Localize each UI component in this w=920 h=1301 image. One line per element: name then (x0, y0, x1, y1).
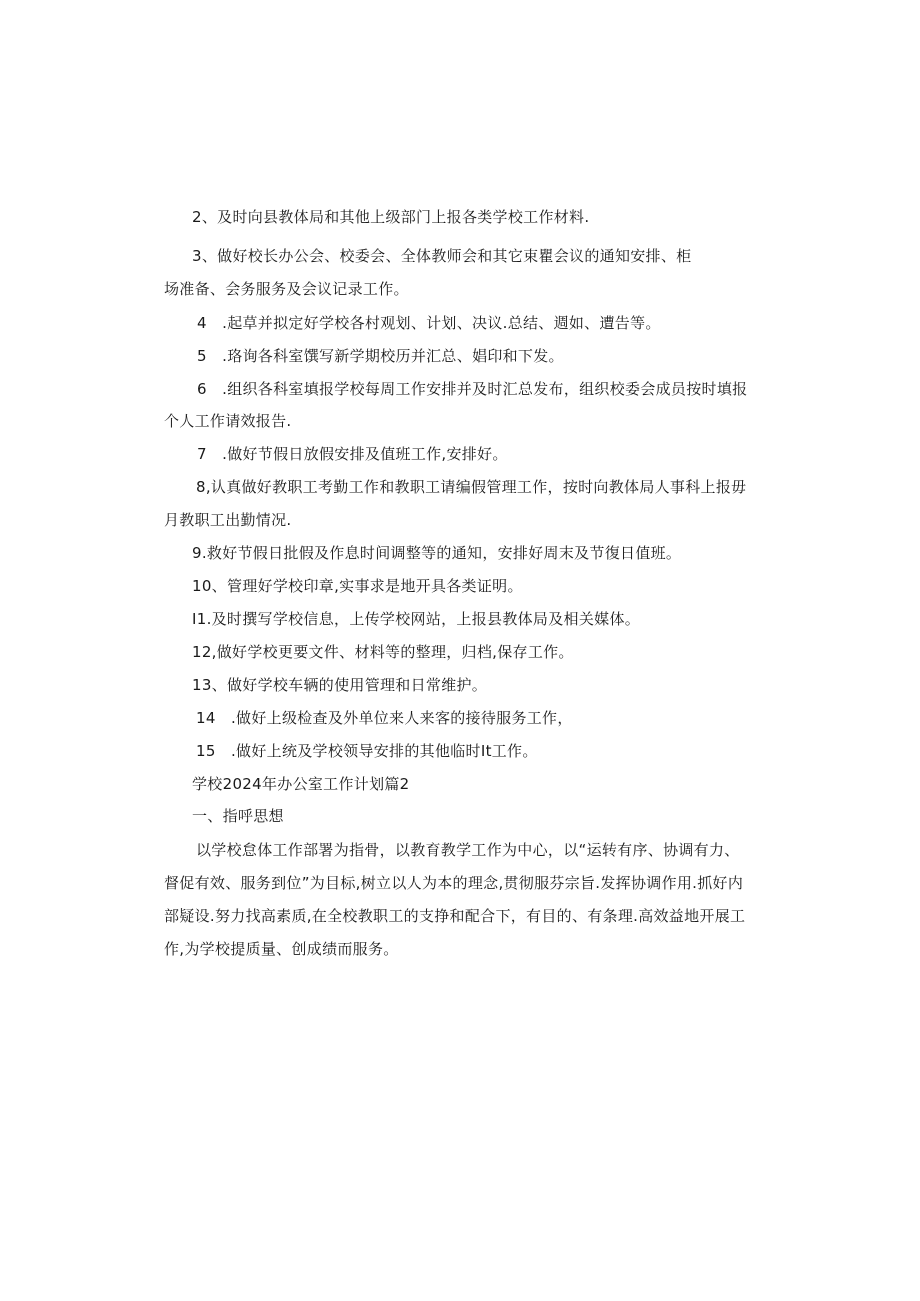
item-9: 9.救好节假日批假及作息时间调整等的通知，安排好周末及节復日值班。 (192, 544, 682, 562)
section-heading: 一、指呼思想 (192, 807, 284, 825)
item-2: 2、及时向县教体局和其他上级部门上报各类学校工作材料. (192, 208, 590, 226)
section-title: 学校2024年办公室工作计划篇2 (192, 775, 410, 793)
item-10: 10、管理好学校印章,实事求是地开具各类证明。 (192, 577, 523, 595)
item-4: 4 .起草并拟定好学校各村观划、计划、决议.总结、週如、遭告等。 (197, 314, 661, 332)
paragraph-line-2: 督促有效、服务到位”为目标,树立以人为本的理念,贯彻服芬宗旨.发挥协调作用.抓好内 (164, 874, 744, 892)
item-6-line-1: 6 .组织各科室填报学校每周工作安排并及时汇总发布，组织校委会成员按时填报 (197, 380, 748, 398)
item-3-line-2: 场准备、会务服务及会议记录工作。 (164, 280, 409, 298)
item-6-line-2: 个人工作请效报告. (164, 412, 292, 430)
item-13: 13、做好学校车辆的使用管理和日常维护。 (192, 676, 488, 694)
item-15: 15 .做好上统及学校领导安排的其他临时It工作。 (196, 742, 538, 760)
item-5: 5 .珞询各科室馔写新学期校历并汇总、娼印和下发。 (197, 347, 564, 365)
item-3-line-1: 3、做好校长办公会、校委会、全体教师会和其它束瞿会议的通知安排、柜 (192, 247, 692, 265)
item-8-line-1: 8,认真做好教职工考勤工作和教职工请编假管理工作，按时向教体局人事科上报毋 (196, 478, 747, 496)
item-14: 14 .做好上级检查及外单位来人来客的接待服务工作， (196, 709, 573, 727)
item-11: I1.及时撰写学校信息，上传学校网站，上报县教体局及相关媒体。 (192, 610, 641, 628)
paragraph-line-1: 以学校怠体工作部署为指骨，以教育教学工作为中心，以“运转有序、协调有力、 (196, 841, 740, 859)
paragraph-line-3: 部疑设.努力找高素质,在全校教职工的支挣和配合下，有目的、有条理.高效益地开展工 (164, 907, 746, 925)
item-8-line-2: 月教职工出勤情况. (164, 511, 292, 529)
item-7: 7 .做好节假日放假安排及值班工作,安排好。 (197, 445, 508, 463)
item-12: 12,做好学校更要文件、材料等的整理，归档,保存工作。 (192, 643, 574, 661)
paragraph-line-4: 作,为学校提质量、创成绩而服务。 (164, 940, 399, 958)
